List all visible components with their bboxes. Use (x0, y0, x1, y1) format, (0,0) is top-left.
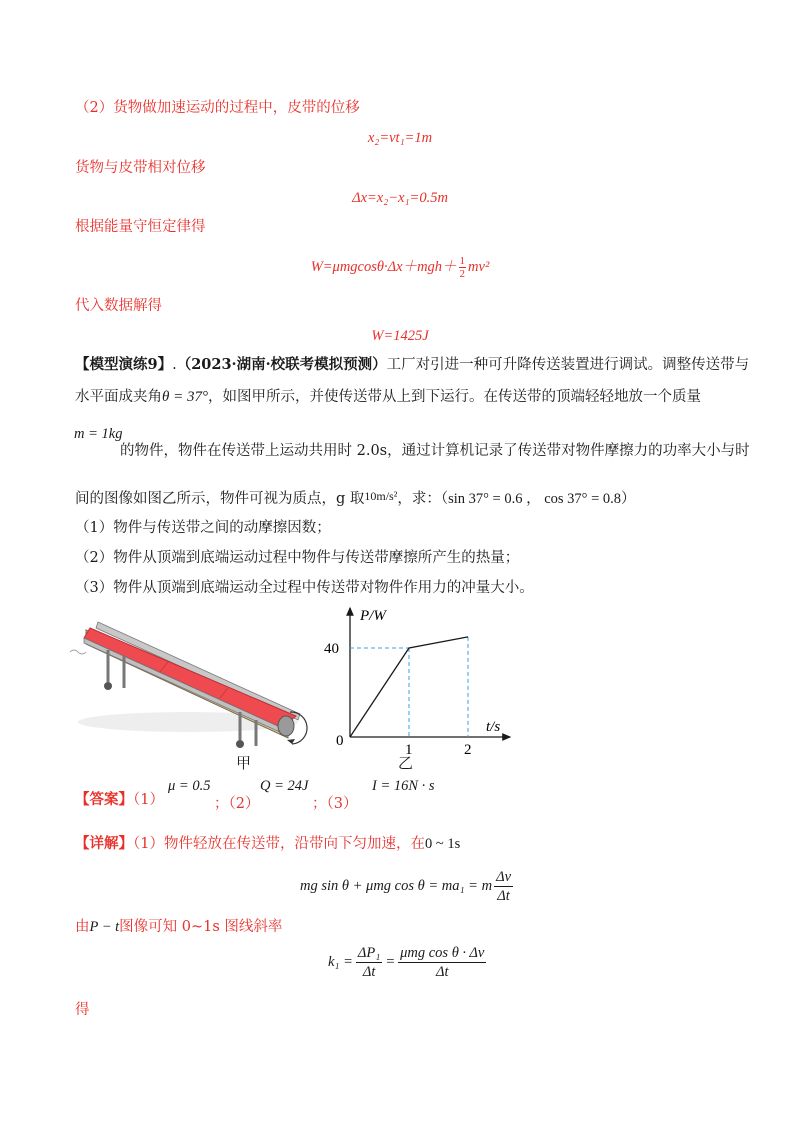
answer-sep-2: ；（3） (312, 796, 358, 812)
answer-line (75, 790, 164, 810)
newton-eq-left: mg sin θ + μmg cos θ = ma₁ = m (300, 878, 493, 894)
detail-text-1: （1）物件轻放在传送带，沿带向下匀加速，在 (133, 836, 425, 852)
trig-values: sin 37° = 0.6 ， cos 37° = 0.8 (448, 491, 622, 507)
x-axis-label: t/s (486, 719, 501, 735)
detail-text-2a: 由 (75, 919, 90, 935)
pt-label: P − t (89, 919, 120, 935)
detail-line-2 (75, 917, 282, 937)
answer-heat: Q = 24J (260, 778, 309, 794)
equation-newton-second-law (300, 868, 513, 905)
energy-eq-left: W=μmgcosθ·Δx＋mgh＋ (310, 258, 457, 275)
x-tick-label-2: 2 (464, 742, 472, 758)
question-3: （3）物件从顶端到底端运动全过程中传送带对物件作用力的冲量大小。 (75, 580, 534, 596)
problem-source: （2023·湖南·校联考模拟预测） (176, 356, 387, 373)
problem-line-2 (75, 387, 701, 407)
problem-header-line (75, 355, 749, 375)
problem-tag: 【模型演练9】 (75, 356, 173, 373)
slope-eq-left: k₁ = (328, 954, 353, 970)
problem-text-1: 工厂对引进一种可升降传送装置进行调试。调整传送带与 (386, 357, 750, 373)
detail-text-2b: 图像可知 0~1s 图线斜率 (119, 919, 283, 935)
answer-mu: μ = 0.5 (168, 778, 211, 794)
mass-value: m = 1kg (74, 426, 123, 442)
solution-part2-line: （2）货物做加速运动的过程中，皮带的位移 (75, 100, 360, 116)
problem-text-4b: ，求：（ (397, 491, 449, 507)
detail-line-3: 得 (75, 1002, 90, 1018)
x-tick-label-1: 1 (405, 742, 413, 758)
solution-energy-text: 根据能量守恒定律得 (75, 219, 206, 235)
equation-slope (328, 944, 486, 981)
energy-eq-fraction: $\frac{1}{2}$ (459, 255, 466, 280)
solution-substitute-text: 代入数据解得 (75, 298, 162, 314)
problem-text-2b: ，如图甲所示，并使传送带从上到下运行。在传送带的顶端轻轻地放一个质量 (208, 389, 701, 405)
angle-value: θ = 37° (162, 389, 208, 405)
detail-tag: 【详解】 (75, 835, 133, 852)
answer-sep-1: ；（2） (214, 796, 260, 812)
answer-impulse: I = 16N · s (372, 778, 435, 794)
detail-line-1 (75, 834, 460, 854)
slope-eq-fraction-2: μmg cos θ · Δv Δt (400, 945, 485, 980)
power-time-graph (320, 600, 520, 770)
problem-text-2a: 水平面成夹角 (75, 389, 162, 405)
g-value: 10m/s² (364, 489, 398, 503)
solution-relative-displacement-text: 货物与皮带相对位移 (75, 160, 206, 176)
equation-relative-displacement: Δx=x₂−x₁=0.5m (352, 190, 448, 206)
problem-text-4c: ） (621, 491, 636, 507)
origin-label: 0 (336, 733, 344, 749)
time-range: 0 ~ 1s (424, 836, 461, 852)
problem-line-4 (75, 486, 636, 509)
y-axis-label: P/W (360, 608, 386, 624)
slope-eq-fraction-1: $\frac{\text{ΔP₁}}{\Delta t}$ (357, 945, 381, 980)
problem-line-3: 的物件，物件在传送带上运动共用时 2.0s，通过计算机记录了传送带对物件摩擦力的功率大小与时 (120, 443, 750, 459)
equation-energy-conservation (0, 255, 800, 280)
equation-work-result: W=1425J (371, 328, 429, 344)
question-1: （1）物件与传送带之间的动摩擦因数； (75, 520, 331, 536)
y-tick-label-40: 40 (324, 641, 339, 657)
answer-part1-label: （1） (133, 792, 164, 808)
conveyor-belt-illustration (68, 612, 308, 757)
problem-dot: . (172, 357, 177, 373)
energy-eq-right: mv² (468, 258, 490, 275)
figure-jia-caption: 甲 (236, 754, 252, 772)
equation-belt-displacement: x₂=vt₁=1m (367, 130, 433, 146)
slope-eq-equals: = (385, 954, 396, 970)
figure-yi-caption: 乙 (398, 754, 414, 772)
answer-tag: 【答案】 (75, 791, 133, 808)
question-2: （2）物件从顶端到底端运动过程中物件与传送带摩擦所产生的热量； (75, 550, 520, 566)
problem-text-4a: 间的图像如图乙所示，物件可视为质点，g 取 (75, 491, 365, 507)
newton-eq-fraction: $\frac{\Delta v}{\Delta t}$ (496, 869, 512, 904)
